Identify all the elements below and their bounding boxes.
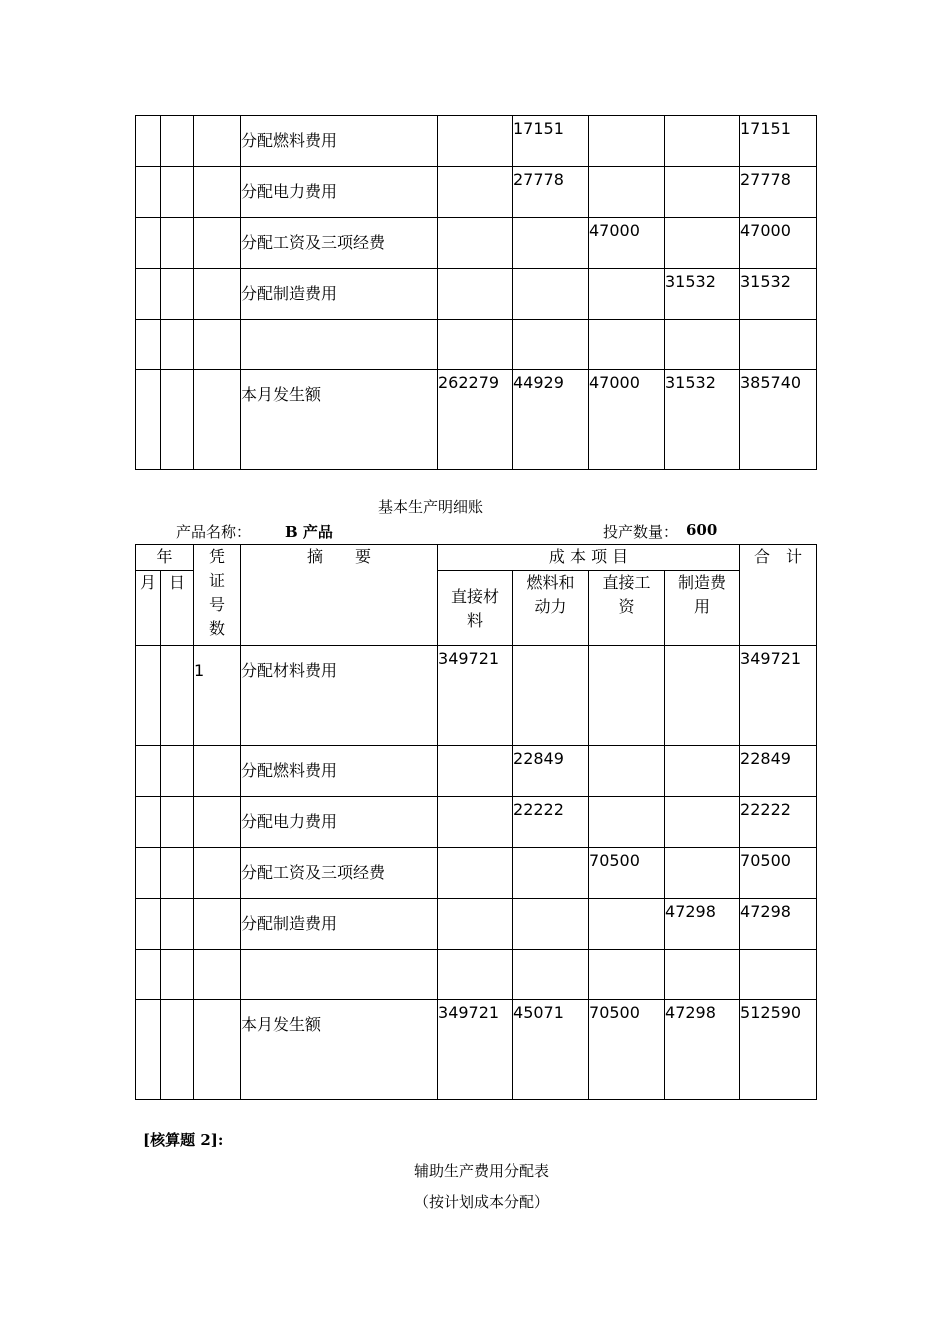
overhead-cell: [665, 167, 740, 218]
fuel-power-cell: [513, 848, 589, 899]
summary-cell-text: 分配电力费用: [241, 182, 338, 201]
voucher-cell: [194, 320, 241, 370]
direct-material-cell-text: 349721: [438, 649, 500, 668]
header-cost-items: 成 本 项 目: [438, 545, 740, 571]
fuel-power-cell: [513, 646, 589, 746]
total-cell-text: 70500: [740, 851, 791, 870]
ledger-title: 基本生产明细账: [378, 498, 484, 516]
header-month: 月: [136, 571, 161, 646]
total-cell-text: 22849: [740, 749, 791, 768]
voucher-cell: [194, 797, 241, 848]
header-overhead: 制造费用: [665, 571, 740, 646]
month-cell: [136, 646, 161, 746]
header-direct-material: 直接材料: [438, 571, 513, 646]
month-cell: [136, 950, 161, 1000]
day-cell: [161, 116, 194, 167]
fuel-power-cell: [513, 797, 589, 848]
voucher-cell: [194, 899, 241, 950]
direct-wage-cell-text: 70500: [589, 1003, 640, 1022]
product-name-label: 产品名称：: [176, 523, 252, 541]
month-cell: [136, 848, 161, 899]
total-cell-text: 31532: [740, 272, 791, 291]
direct-wage-cell: [589, 269, 665, 320]
overhead-cell: [665, 116, 740, 167]
fuel-power-cell-text: 27778: [513, 170, 564, 189]
product-name-value: B 产品: [285, 523, 333, 541]
direct-material-cell: [438, 116, 513, 167]
fuel-power-cell-text: 44929: [513, 373, 564, 392]
day-cell: [161, 950, 194, 1000]
month-cell: [136, 899, 161, 950]
total-cell: [740, 269, 817, 320]
month-cell: [136, 370, 161, 470]
summary-cell: [241, 848, 438, 899]
ledger-table-b: [135, 544, 817, 1100]
table-row: [136, 899, 817, 950]
overhead-cell-text: 47298: [665, 902, 716, 921]
direct-wage-cell-text: 47000: [589, 373, 640, 392]
direct-material-cell: [438, 746, 513, 797]
month-cell: [136, 167, 161, 218]
summary-cell-text: 分配电力费用: [241, 812, 338, 831]
total-cell: [740, 1000, 817, 1100]
voucher-cell: [194, 370, 241, 470]
direct-material-cell: [438, 1000, 513, 1100]
summary-cell-text: 本月发生额: [241, 1015, 322, 1034]
summary-cell: [241, 950, 438, 1000]
overhead-cell: [665, 746, 740, 797]
fuel-power-cell-text: 22849: [513, 749, 564, 768]
month-cell: [136, 1000, 161, 1100]
quantity-label: 投产数量：: [603, 523, 679, 541]
summary-cell: [241, 167, 438, 218]
total-cell-text: 27778: [740, 170, 791, 189]
month-cell: [136, 116, 161, 167]
day-cell: [161, 848, 194, 899]
summary-cell-text: 本月发生额: [241, 385, 322, 404]
summary-cell: [241, 116, 438, 167]
voucher-cell: [194, 646, 241, 746]
total-cell-text: 512590: [740, 1003, 802, 1022]
fuel-power-cell: [513, 1000, 589, 1100]
summary-cell: [241, 899, 438, 950]
exercise-label: [核算题 2]:: [143, 1131, 224, 1149]
direct-material-cell: [438, 218, 513, 269]
fuel-power-cell: [513, 370, 589, 470]
month-cell: [136, 797, 161, 848]
direct-wage-cell: [589, 218, 665, 269]
total-cell: [740, 899, 817, 950]
table-row: [136, 370, 817, 470]
header-total: 合 计: [740, 545, 817, 646]
total-cell-text: 349721: [740, 649, 802, 668]
summary-cell: [241, 218, 438, 269]
direct-material-cell: [438, 370, 513, 470]
direct-wage-cell-text: 47000: [589, 221, 640, 240]
fuel-power-cell: [513, 218, 589, 269]
ledger-table-a: [135, 115, 817, 470]
direct-material-cell: [438, 269, 513, 320]
overhead-cell: [665, 797, 740, 848]
header-fuel-power: 燃料和动力: [513, 571, 589, 646]
summary-cell: [241, 269, 438, 320]
direct-material-cell: [438, 899, 513, 950]
day-cell: [161, 167, 194, 218]
fuel-power-cell: [513, 269, 589, 320]
overhead-cell: [665, 646, 740, 746]
overhead-cell: [665, 899, 740, 950]
overhead-cell: [665, 370, 740, 470]
day-cell: [161, 1000, 194, 1100]
quantity-value: 600: [686, 521, 718, 539]
total-cell-text: 47000: [740, 221, 791, 240]
summary-cell: [241, 320, 438, 370]
total-cell-text: 17151: [740, 119, 791, 138]
day-cell: [161, 646, 194, 746]
direct-material-cell: [438, 848, 513, 899]
day-cell: [161, 218, 194, 269]
overhead-cell-text: 31532: [665, 272, 716, 291]
day-cell: [161, 320, 194, 370]
direct-wage-cell: [589, 646, 665, 746]
header-day: 日: [161, 571, 194, 646]
voucher-cell: [194, 1000, 241, 1100]
summary-cell-text: 分配工资及三项经费: [241, 233, 386, 252]
direct-material-cell: [438, 797, 513, 848]
voucher-cell: [194, 167, 241, 218]
voucher-cell: [194, 746, 241, 797]
voucher-cell: [194, 116, 241, 167]
day-cell: [161, 797, 194, 848]
summary-cell-text: 分配工资及三项经费: [241, 863, 386, 882]
direct-wage-cell: [589, 1000, 665, 1100]
table-row: [136, 797, 817, 848]
direct-wage-cell: [589, 848, 665, 899]
summary-cell-text: 分配材料费用: [241, 661, 338, 680]
month-cell: [136, 269, 161, 320]
table-row: [136, 269, 817, 320]
total-cell-text: 385740: [740, 373, 802, 392]
overhead-cell-text: 47298: [665, 1003, 716, 1022]
day-cell: [161, 269, 194, 320]
table-row: [136, 116, 817, 167]
overhead-cell: [665, 1000, 740, 1100]
voucher-cell-text: 1: [194, 661, 205, 680]
summary-cell: [241, 746, 438, 797]
summary-cell: [241, 1000, 438, 1100]
summary-cell: [241, 370, 438, 470]
allocation-table-title: 辅助生产费用分配表: [414, 1162, 550, 1180]
fuel-power-cell: [513, 167, 589, 218]
direct-wage-cell-text: 70500: [589, 851, 640, 870]
header-summary: 摘 要: [241, 545, 438, 646]
direct-material-cell: [438, 167, 513, 218]
header-year: 年: [136, 545, 194, 571]
day-cell: [161, 899, 194, 950]
header-direct-wage: 直接工资: [589, 571, 665, 646]
fuel-power-cell: [513, 899, 589, 950]
voucher-cell: [194, 269, 241, 320]
summary-cell-text: 分配燃料费用: [241, 761, 338, 780]
voucher-cell: [194, 950, 241, 1000]
voucher-cell: [194, 848, 241, 899]
table-row: [136, 746, 817, 797]
summary-cell: [241, 646, 438, 746]
month-cell: [136, 218, 161, 269]
summary-cell-text: 分配制造费用: [241, 914, 338, 933]
summary-cell: [241, 797, 438, 848]
direct-wage-cell: [589, 746, 665, 797]
direct-wage-cell: [589, 899, 665, 950]
day-cell: [161, 746, 194, 797]
total-cell: [740, 646, 817, 746]
direct-material-cell-text: 349721: [438, 1003, 500, 1022]
direct-wage-cell: [589, 116, 665, 167]
direct-wage-cell: [589, 370, 665, 470]
month-cell: [136, 746, 161, 797]
overhead-cell: [665, 269, 740, 320]
fuel-power-cell-text: 45071: [513, 1003, 564, 1022]
table-row: [136, 646, 817, 746]
total-cell-text: 47298: [740, 902, 791, 921]
table-row: [136, 1000, 817, 1100]
month-cell: [136, 320, 161, 370]
direct-material-cell-text: 262279: [438, 373, 500, 392]
summary-cell-text: 分配燃料费用: [241, 131, 338, 150]
fuel-power-cell-text: 17151: [513, 119, 564, 138]
overhead-cell-text: 31532: [665, 373, 716, 392]
summary-cell-text: 分配制造费用: [241, 284, 338, 303]
header-voucher: 凭证号数: [194, 545, 241, 646]
fuel-power-cell-text: 22222: [513, 800, 564, 819]
total-cell: [740, 370, 817, 470]
day-cell: [161, 370, 194, 470]
allocation-table-subtitle: （按计划成本分配）: [414, 1193, 550, 1211]
table-row: [136, 167, 817, 218]
total-cell-text: 22222: [740, 800, 791, 819]
direct-material-cell: [438, 646, 513, 746]
voucher-cell: [194, 218, 241, 269]
